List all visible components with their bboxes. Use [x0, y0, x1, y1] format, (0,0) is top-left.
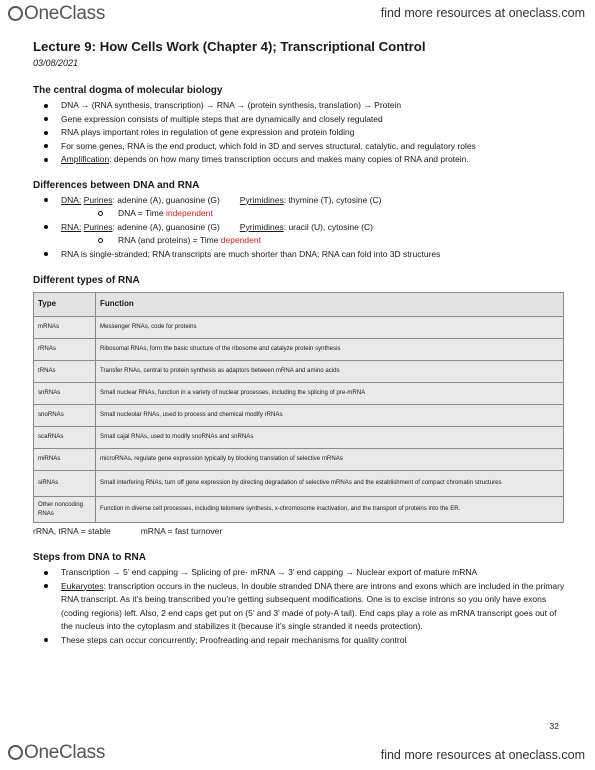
rna-term: RNA:: [61, 221, 82, 232]
list-item: For some genes, RNA is the end product, which fold in 3D and serves structural, catalytic, and regulatory roles: [33, 140, 565, 154]
table-cell-function: Transfer RNAs, central to protein synthesis as adaptors between mRNA and amino acids: [96, 361, 564, 383]
dna-rna-differences-heading: Differences between DNA and RNA: [33, 179, 200, 191]
table-cell-type: miRNAs: [34, 449, 96, 471]
dna-sub-list: [61, 207, 565, 221]
table-header-row: [34, 293, 564, 317]
table-cell-type: Other noncoding RNAs: [34, 497, 96, 523]
oneclass-logo[interactable]: [8, 743, 105, 762]
table-row: [34, 383, 564, 405]
central-dogma-heading: The central dogma of molecular biology: [33, 85, 223, 96]
table-cell-function: Messenger RNAs, code for proteins: [96, 317, 564, 339]
list-item: [33, 194, 565, 221]
logo-text: OneClass: [24, 3, 106, 24]
oneclass-logo[interactable]: [8, 4, 105, 23]
column-header-function: Function: [96, 293, 564, 317]
turnover-note: mRNA = fast turnover: [140, 526, 223, 536]
rna-pyrimidines-label: Pyrimidines: [239, 221, 284, 232]
footer-resources-link[interactable]: find more resources at oneclass.com: [380, 748, 585, 762]
table-cell-type: snRNAs: [34, 383, 96, 405]
header-bar: [0, 0, 595, 28]
table-cell-type: mRNAs: [34, 317, 96, 339]
table-row: [34, 497, 564, 523]
oneclass-logo-icon: [8, 745, 23, 760]
list-item: Transcription → 5’ end capping → Splicing of pre- mRNA → 3’ end capping → Nuclear export of mature mRNA: [33, 566, 565, 580]
page-content: [33, 38, 565, 647]
stable-note: rRNA, tRNA = stable: [33, 526, 111, 536]
table-row: [34, 471, 564, 497]
table-cell-type: rRNAs: [34, 339, 96, 361]
list-item: Gene expression consists of multiple steps that are dynamically and closely regulated: [33, 113, 565, 127]
dna-purines-label: Purines: [83, 194, 113, 205]
dna-time-word: independent: [165, 208, 213, 218]
list-item: RNA plays important roles in regulation of gene expression and protein folding: [33, 126, 565, 140]
document-date: 03/08/2021: [33, 58, 79, 68]
table-cell-function: Small cajal RNAs, used to modify snoRNAs and snRNAs: [96, 427, 564, 449]
rna-types-heading: Different types of RNA: [33, 275, 140, 286]
table-row: [34, 449, 564, 471]
table-cell-function: Ribosomal RNAs, form the basic structure of the ribosome and catalyze protein synthesis: [96, 339, 564, 361]
dna-term: DNA:: [61, 194, 82, 205]
list-item: [88, 207, 565, 221]
document-title: Lecture 9: How Cells Work (Chapter 4); Transcriptional Control: [33, 39, 426, 54]
rna-time-word: dependent: [220, 235, 261, 245]
stability-note: [33, 525, 565, 537]
table-cell-type: scaRNAs: [34, 427, 96, 449]
column-header-type: Type: [34, 293, 96, 317]
table-row: [34, 405, 564, 427]
dna-rna-differences-list: [33, 194, 565, 262]
list-item: RNA is single-stranded; RNA transcripts are much shorter than DNA; RNA can fold into 3D structures: [33, 248, 565, 262]
list-item: DNA → (RNA synthesis, transcription) → RNA → (protein synthesis, translation) → Protein: [33, 99, 565, 113]
table-cell-function: Function in diverse cell processes, including telomere synthesis, x-chromosome inactivation, and the transport of proteins into the ER.: [96, 497, 564, 523]
dna-pyrimidines: : thymine (T), cytosine (C): [283, 194, 382, 205]
rna-purines: : adenine (A), guanosine (G): [112, 221, 220, 232]
table-row: [34, 339, 564, 361]
eukaryotes-term: Eukaryotes: [61, 580, 104, 591]
list-item: These steps can occur concurrently; Proofreading and repair mechanisms for quality control: [33, 634, 565, 648]
dna-purines: : adenine (A), guanosine (G): [112, 194, 220, 205]
list-item: [88, 234, 565, 248]
amplification-text: : depends on how many times transcription occurs and makes many copies of RNA and protein.: [109, 154, 469, 164]
table-cell-type: snoRNAs: [34, 405, 96, 427]
table-cell-type: siRNAs: [34, 471, 96, 497]
rna-sub-list: [61, 234, 565, 248]
amplification-term: Amplification: [61, 154, 110, 164]
list-item: [33, 221, 565, 248]
dna-to-rna-steps-heading: Steps from DNA to RNA: [33, 552, 146, 563]
page-number: 32: [549, 721, 559, 731]
table-cell-function: microRNAs, regulate gene expression typically by blocking translation of selective mRNAs: [96, 449, 564, 471]
table-cell-function: Small nucleolar RNAs, used to process and chemical modify rRNAs: [96, 405, 564, 427]
dna-to-rna-steps-list: [33, 566, 565, 647]
logo-text: OneClass: [24, 742, 106, 763]
table-row: [34, 427, 564, 449]
table-row: [34, 361, 564, 383]
dna-pyrimidines-label: Pyrimidines: [239, 194, 284, 205]
rna-purines-label: Purines: [83, 221, 113, 232]
table-row: [34, 317, 564, 339]
list-item: [33, 580, 565, 634]
dna-time-prefix: DNA = Time: [118, 208, 166, 218]
header-resources-link[interactable]: find more resources at oneclass.com: [380, 6, 585, 20]
rna-time-prefix: RNA (and proteins) = Time: [118, 235, 221, 245]
table-cell-function: Small nuclear RNAs, function in a variety of nuclear processes, including the splicing of pre-mRNA: [96, 383, 564, 405]
rna-pyrimidines: : uracil (U), cytosine (C): [283, 221, 373, 232]
oneclass-logo-icon: [8, 6, 23, 21]
list-item: [33, 153, 565, 167]
table-cell-function: Small interfering RNAs, turn off gene expression by directing degradation of selective mRNAs and the establishment of compact chromatin structures: [96, 471, 564, 497]
table-cell-type: tRNAs: [34, 361, 96, 383]
central-dogma-list: [33, 99, 565, 167]
eukaryotes-text: : transcription occurs in the nucleus. In double stranded DNA there are introns and exons which are included in the primary RNA transcript. As it’s being transcribed you’re getting subsequent modifications. One is to excise introns so you only have exons (coding regions) left. Also, 2 end caps get put on (5’ and 3’ made of poly-A tail). End caps play a role as mRNA transcript goes out of the nucleus into the cytoplasm and stabilizes it (because it’s single stranded it needs protection).: [61, 580, 565, 631]
footer-bar: [0, 740, 595, 770]
rna-types-table: [33, 292, 564, 523]
